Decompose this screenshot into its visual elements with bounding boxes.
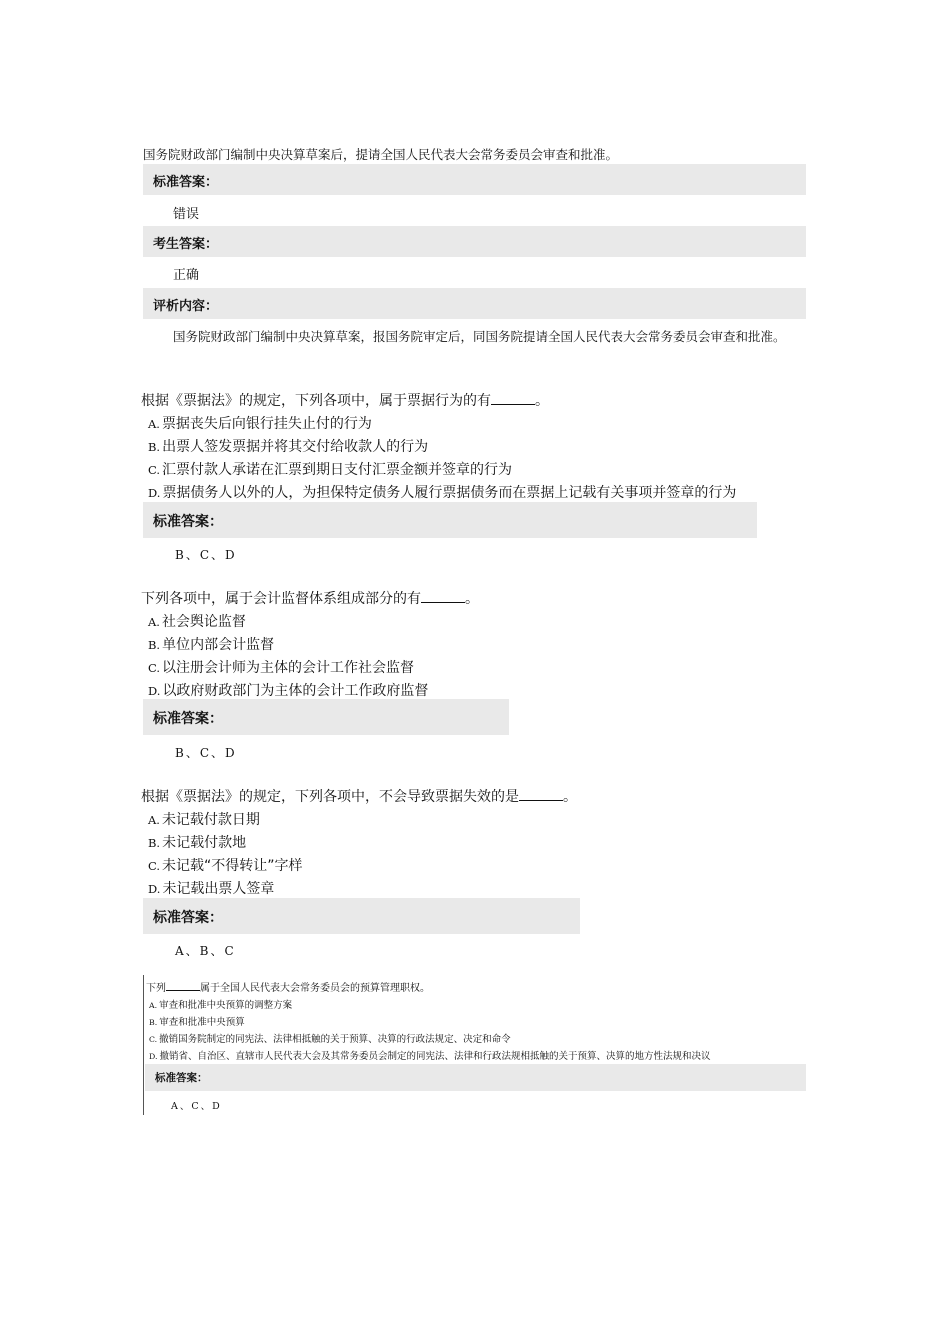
q2-option-d <box>148 482 736 502</box>
q2-stem-end: 。 <box>535 393 549 409</box>
q1-analysis-header <box>143 288 806 319</box>
q2-stem <box>141 390 549 410</box>
q2-option-a-key: A. <box>148 417 160 431</box>
q4-option-a-key: A. <box>148 813 160 827</box>
q4-standard-answer-header <box>143 898 580 934</box>
q5-standard-answer-header <box>145 1064 806 1091</box>
q2-option-d-key: D. <box>148 486 161 500</box>
q4-standard-answer-value: A、B、C <box>175 944 236 958</box>
q4-option-d-key: D. <box>148 882 161 896</box>
q5-stem-start: 下列 <box>146 983 166 994</box>
q3-blank <box>421 588 465 603</box>
q1-stem: 国务院财政部门编制中央决算草案后，提请全国人民代表大会常务委员会审查和批准。 <box>143 147 619 162</box>
q3-option-d-text: 以政府财政部门为主体的会计工作政府监督 <box>162 683 429 699</box>
q5-option-b-key: B. <box>149 1018 158 1027</box>
q2-option-b <box>148 436 428 456</box>
q3-standard-answer-value: B、C、D <box>175 746 237 760</box>
q3-option-a <box>148 611 246 631</box>
q4-stem-text: 根据《票据法》的规定，下列各项中，不会导致票据失效的是 <box>141 789 519 805</box>
q1-candidate-answer-header <box>143 226 806 257</box>
q1-standard-answer-label: 标准答案： <box>153 175 219 190</box>
q3-option-b <box>148 634 274 654</box>
q5-stem-text: 属于全国人民代表大会常务委员会的预算管理职权。 <box>200 983 430 994</box>
q3-option-d <box>148 680 428 700</box>
q5-option-b <box>149 1014 245 1028</box>
q5-option-a-text: 审查和批准中央预算的调整方案 <box>159 1000 293 1011</box>
q2-standard-answer-label: 标准答案： <box>153 514 223 530</box>
q1-analysis-text: 国务院财政部门编制中央决算草案，报国务院审定后，同国务院提请全国人民代表大会常务委员会审查和批准。 <box>173 329 786 344</box>
q5-option-d <box>149 1048 710 1062</box>
q4-stem <box>141 786 577 806</box>
q4-option-c-text: 未记载“不得转让”字样 <box>162 858 303 874</box>
q4-standard-answer-label: 标准答案： <box>153 910 223 926</box>
q3-stem <box>141 588 479 608</box>
q4-option-b <box>148 832 246 852</box>
q4-option-a <box>148 809 260 829</box>
q5-option-c <box>149 1031 511 1045</box>
q2-option-a <box>148 413 372 433</box>
q3-option-a-key: A. <box>148 615 160 629</box>
q2-option-c <box>148 459 512 479</box>
q4-blank <box>519 786 563 801</box>
q5-option-b-text: 审查和批准中央预算 <box>159 1017 245 1028</box>
q2-stem-text: 根据《票据法》的规定，下列各项中，属于票据行为的有 <box>141 393 491 409</box>
q5-option-a-key: A. <box>149 1001 158 1010</box>
q3-option-c-text: 以注册会计师为主体的会计工作社会监督 <box>162 660 415 676</box>
q2-option-c-key: C. <box>148 463 161 477</box>
q2-standard-answer-header <box>143 502 757 538</box>
q3-standard-answer-label: 标准答案： <box>153 711 223 727</box>
q5-option-c-key: C. <box>149 1035 158 1044</box>
q3-option-c <box>148 657 414 677</box>
q4-stem-end: 。 <box>563 789 577 805</box>
q5-option-d-text: 撤销省、自治区、直辖市人民代表大会及其常务委员会制定的同宪法、法律和行政法规相抵触的关于预算、决算的地方性法规和决议 <box>159 1051 711 1062</box>
q1-candidate-answer-value: 正确 <box>173 268 200 283</box>
q2-option-a-text: 票据丧失后向银行挂失止付的行为 <box>161 416 372 432</box>
q5-left-border <box>143 975 144 1115</box>
q4-option-c-key: C. <box>148 859 161 873</box>
q4-option-d-text: 未记载出票人签章 <box>162 881 275 897</box>
q5-blank <box>166 980 200 991</box>
q3-option-a-text: 社会舆论监督 <box>161 614 246 630</box>
q3-option-d-key: D. <box>148 684 161 698</box>
q4-option-d <box>148 878 274 898</box>
q1-standard-answer-value: 错误 <box>173 207 200 222</box>
q2-option-d-text: 票据债务人以外的人，为担保特定债务人履行票据债务而在票据上记载有关事项并签章的行为 <box>162 485 737 501</box>
q2-option-b-key: B. <box>148 440 161 454</box>
q5-stem <box>146 979 430 994</box>
q5-option-c-text: 撤销国务院制定的同宪法、法律相抵触的关于预算、决算的行政法规定、决定和命令 <box>159 1034 511 1045</box>
q3-standard-answer-header <box>143 699 509 735</box>
q1-standard-answer-header <box>143 164 806 195</box>
q1-analysis-label: 评析内容： <box>153 299 219 314</box>
q5-standard-answer-label: 标准答案： <box>155 1072 208 1084</box>
q5-option-d-key: D. <box>149 1052 158 1061</box>
q3-option-b-key: B. <box>148 638 161 652</box>
q3-option-b-text: 单位内部会计监督 <box>162 637 275 653</box>
q5-standard-answer-value: A、C、D <box>171 1101 222 1112</box>
q3-option-c-key: C. <box>148 661 161 675</box>
q2-option-b-text: 出票人签发票据并将其交付给收款人的行为 <box>162 439 429 455</box>
q2-standard-answer-value: B、C、D <box>175 548 237 562</box>
q4-option-c <box>148 855 303 875</box>
q2-blank <box>491 390 535 405</box>
q4-option-b-text: 未记载付款地 <box>162 835 247 851</box>
q5-option-a <box>149 997 292 1011</box>
q3-stem-text: 下列各项中，属于会计监督体系组成部分的有 <box>141 591 421 607</box>
q1-candidate-answer-label: 考生答案： <box>153 237 219 252</box>
q4-option-b-key: B. <box>148 836 161 850</box>
q4-option-a-text: 未记载付款日期 <box>161 812 260 828</box>
q3-stem-end: 。 <box>465 591 479 607</box>
q2-option-c-text: 汇票付款人承诺在汇票到期日支付汇票金额并签章的行为 <box>162 462 513 478</box>
